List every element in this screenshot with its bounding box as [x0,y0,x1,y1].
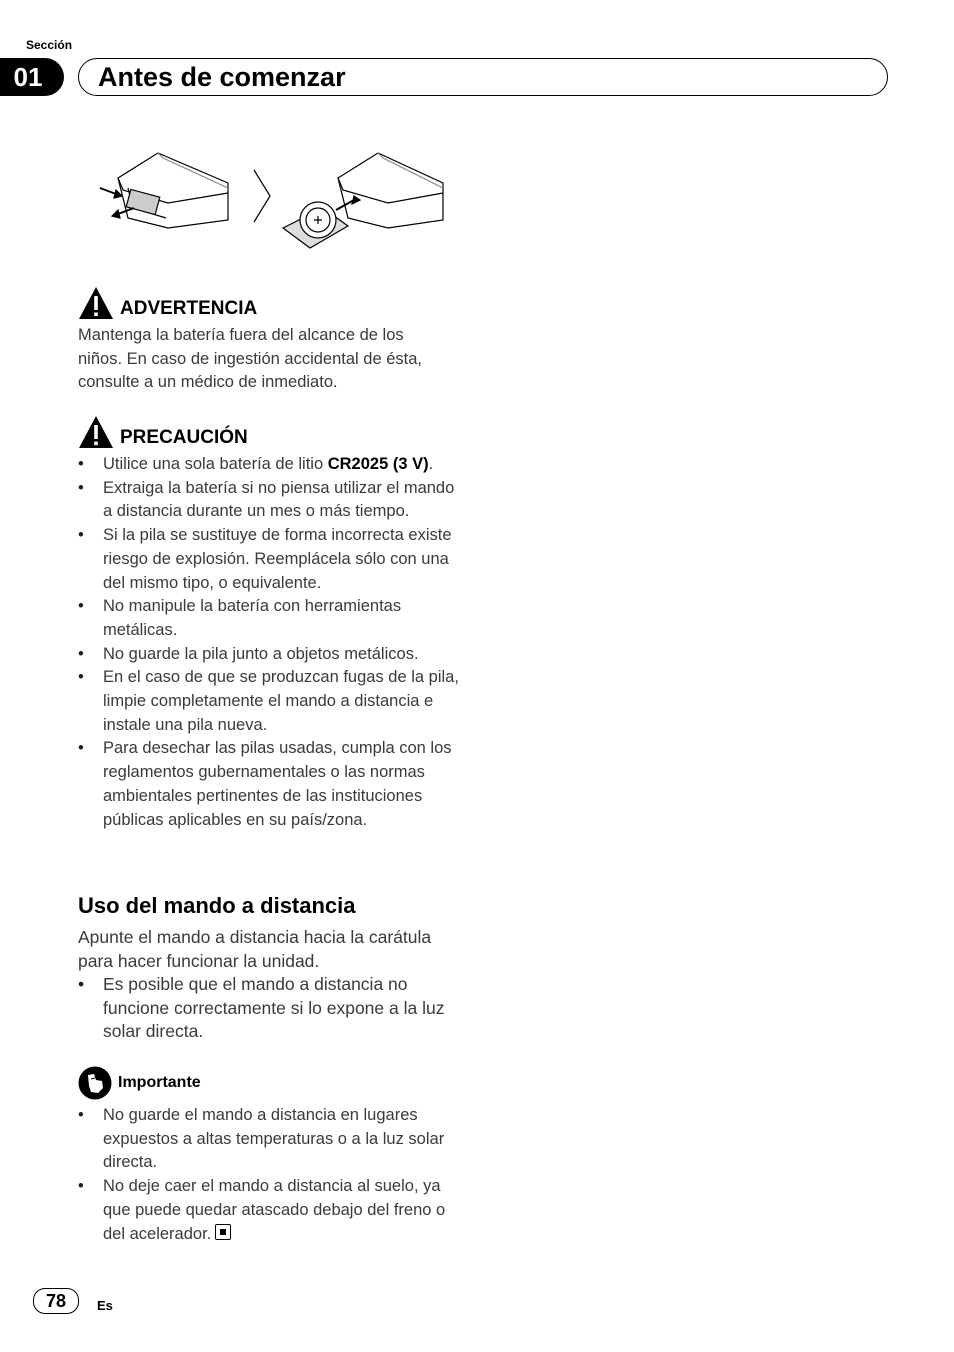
stop-square-icon [215,1224,231,1240]
list-item: • Utilice una sola batería de litio CR2025 (3 V). [78,453,468,477]
important-heading [78,1066,201,1100]
caution-heading-text: PRECAUCIÓN [120,427,248,448]
list-item: • Es posible que el mando a distancia no funcione correctamente si lo expone a la luz solar directa. [78,973,453,1044]
language-code: Es [97,1298,113,1313]
list-item: • Extraiga la batería si no piensa utilizar el mando a distancia durante un mes o más tiempo. [78,477,468,524]
list-item: • En el caso de que se produzcan fugas de la pila, limpie completamente el mando a distancia e instale una pila nueva. [78,666,468,737]
important-heading-text: Importante [118,1074,201,1091]
warning-heading [78,286,257,320]
warning-triangle-icon [78,286,114,320]
list-item: • No manipule la batería con herramientas metálicas. [78,595,468,642]
warning-triangle-icon [78,415,114,449]
warning-heading-text: ADVERTENCIA [120,298,258,319]
list-item: • Para desechar las pilas usadas, cumpla con los reglamentos gubernamentales o las normas ambientales pertinentes de las instituciones públicas aplicables en su país/zona. [78,737,468,832]
caution-list [78,453,468,832]
section-label: Sección [26,38,73,52]
section-number: 01 [0,58,64,96]
battery-model: CR2025 (3 V) [327,455,429,473]
list-item: • No deje caer el mando a distancia al suelo, ya que puede quedar atascado debajo del freno o del acelerador. [78,1175,468,1246]
caution-heading [78,415,248,449]
important-hand-icon [78,1066,112,1100]
battery-replacement-illustration [88,148,448,258]
list-item: • No guarde la pila junto a objetos metálicos. [78,643,468,667]
remote-intro: Apunte el mando a distancia hacia la carátula para hacer funcionar la unidad. [78,927,432,971]
section-heading: Uso del mando a distancia [78,893,356,918]
remote-list [78,973,453,1044]
page-title: Antes de comenzar [98,62,346,92]
list-item: • No guarde el mando a distancia en lugares expuestos a altas temperaturas o a la luz solar directa. [78,1104,468,1175]
important-list [78,1104,468,1246]
warning-text: Mantenga la batería fuera del alcance de los niños. En caso de ingestión accidental de ésta, consulte a un médico de inmediato. [78,326,422,392]
list-item: • Si la pila se sustituye de forma incorrecta existe riesgo de explosión. Reemplácela sólo con una del mismo tipo, o equivalente. [78,524,468,595]
page-number: 78 [33,1288,79,1314]
